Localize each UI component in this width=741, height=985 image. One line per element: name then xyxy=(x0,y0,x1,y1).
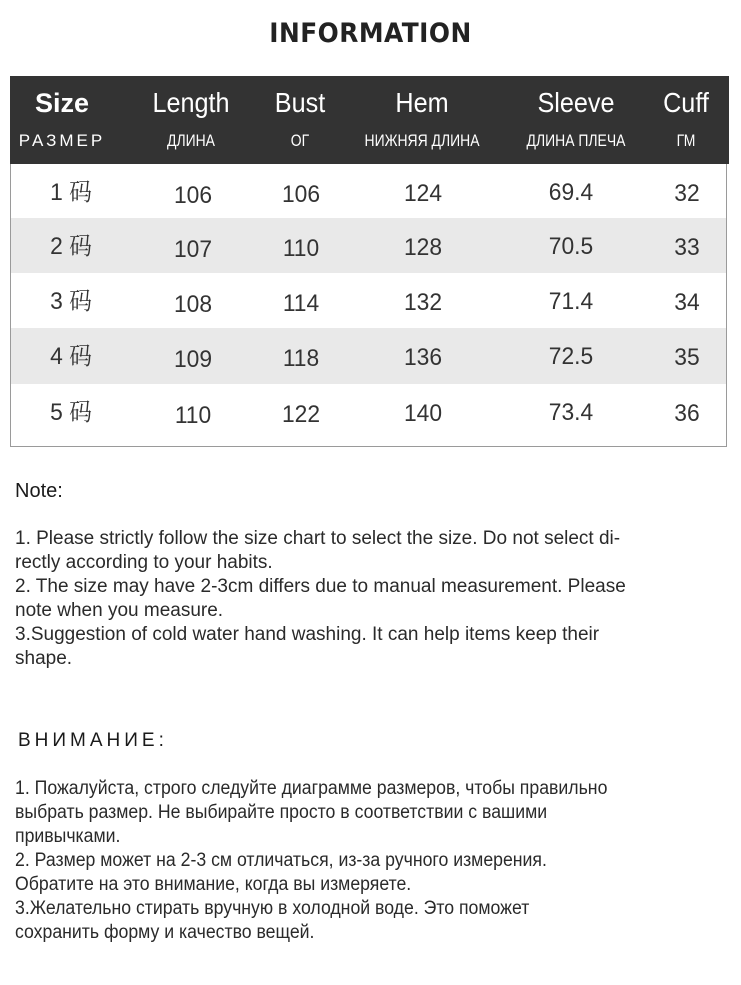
cell-hem: 124 xyxy=(403,180,443,207)
cell-sleeve: 73.4 xyxy=(548,399,594,426)
size-chart-table xyxy=(10,76,727,447)
notes-en xyxy=(15,527,725,671)
table-header xyxy=(10,76,729,164)
column-header-ru: РАЗМЕР xyxy=(18,131,106,150)
note-line: 1. Please strictly follow the size chart to select the size. Do not select di- xyxy=(15,528,621,549)
cell-cuff: 33 xyxy=(674,234,700,261)
column-header-en: Length xyxy=(152,87,230,118)
note-line: выбрать размер. Не выбирайте просто в соответствии с вашими xyxy=(15,802,548,823)
cell-bust: 114 xyxy=(282,290,320,317)
note-line: 3.Желательно стирать вручную в холодной воде. Это поможет xyxy=(15,898,530,919)
cell-sleeve: 69.4 xyxy=(548,179,594,206)
cell-sleeve: 71.4 xyxy=(548,288,594,315)
page-title: INFORMATION xyxy=(269,18,472,49)
note-line: 1. Пожалуйста, строго следуйте диаграмме размеров, чтобы правильно xyxy=(15,778,608,799)
column-header-size xyxy=(10,76,114,164)
column-header-ru: ГМ xyxy=(676,131,696,150)
note-line: 3.Suggestion of cold water hand washing. It can help items keep their xyxy=(15,624,600,645)
note-heading-ru: ВНИМАНИЕ: xyxy=(18,730,168,751)
table-row xyxy=(11,218,726,273)
column-header-en: Bust xyxy=(274,87,326,118)
cell-length: 108 xyxy=(173,291,213,318)
column-header-en: Cuff xyxy=(663,87,709,118)
note-line: 2. The size may have 2-3cm differs due to manual measurement. Please xyxy=(15,576,626,597)
note-line: shape. xyxy=(15,648,73,669)
column-header-en: Sleeve xyxy=(537,87,615,118)
note-line: сохранить форму и качество вещей. xyxy=(15,922,315,943)
cell-sleeve: 72.5 xyxy=(548,343,594,370)
cell-size: 3 码 xyxy=(50,288,92,315)
cell-bust: 106 xyxy=(281,181,321,208)
table-row xyxy=(11,384,726,446)
cell-cuff: 36 xyxy=(674,400,700,427)
cell-bust: 110 xyxy=(282,235,320,262)
cell-size: 2 码 xyxy=(50,233,92,260)
cell-bust: 122 xyxy=(281,401,321,428)
note-line: rectly according to your habits. xyxy=(15,552,273,573)
note-line: привычками. xyxy=(15,826,121,847)
cell-length: 109 xyxy=(173,346,213,373)
cell-cuff: 35 xyxy=(674,344,700,371)
column-header-ru: ОГ xyxy=(290,131,310,150)
note-heading-en: Note: xyxy=(15,480,63,502)
cell-length: 106 xyxy=(173,182,213,209)
column-header-bust xyxy=(256,76,344,164)
cell-cuff: 34 xyxy=(674,289,700,316)
column-header-en: Size xyxy=(34,88,90,118)
cell-hem: 132 xyxy=(403,289,443,316)
table-row xyxy=(11,164,726,218)
table-row xyxy=(11,328,726,384)
cell-size: 4 码 xyxy=(50,343,92,370)
note-line: Обратите на это внимание, когда вы измеряете. xyxy=(15,874,412,895)
column-header-en: Hem xyxy=(395,87,449,118)
cell-bust: 118 xyxy=(282,345,320,372)
cell-length: 110 xyxy=(174,402,212,429)
cell-hem: 140 xyxy=(403,400,443,427)
table-row xyxy=(11,273,726,328)
cell-cuff: 32 xyxy=(674,180,700,207)
column-header-ru: НИЖНЯЯ ДЛИНА xyxy=(364,131,480,150)
column-header-ru: ДЛИНА ПЛЕЧА xyxy=(526,131,626,150)
column-header-hem xyxy=(350,76,494,164)
column-header-cuff xyxy=(650,76,722,164)
cell-size: 5 码 xyxy=(50,399,92,426)
cell-hem: 136 xyxy=(403,344,443,371)
notes-ru xyxy=(15,777,731,945)
column-header-ru: ДЛИНА xyxy=(167,131,215,150)
cell-hem: 128 xyxy=(403,234,443,261)
cell-sleeve: 70.5 xyxy=(548,233,594,260)
cell-size: 1 码 xyxy=(50,179,92,206)
note-line: note when you measure. xyxy=(15,600,224,621)
column-header-sleeve xyxy=(504,76,648,164)
note-line: 2. Размер может на 2-3 см отличаться, из-за ручного измерения. xyxy=(15,850,547,871)
column-header-length xyxy=(132,76,250,164)
cell-length: 107 xyxy=(173,236,213,263)
